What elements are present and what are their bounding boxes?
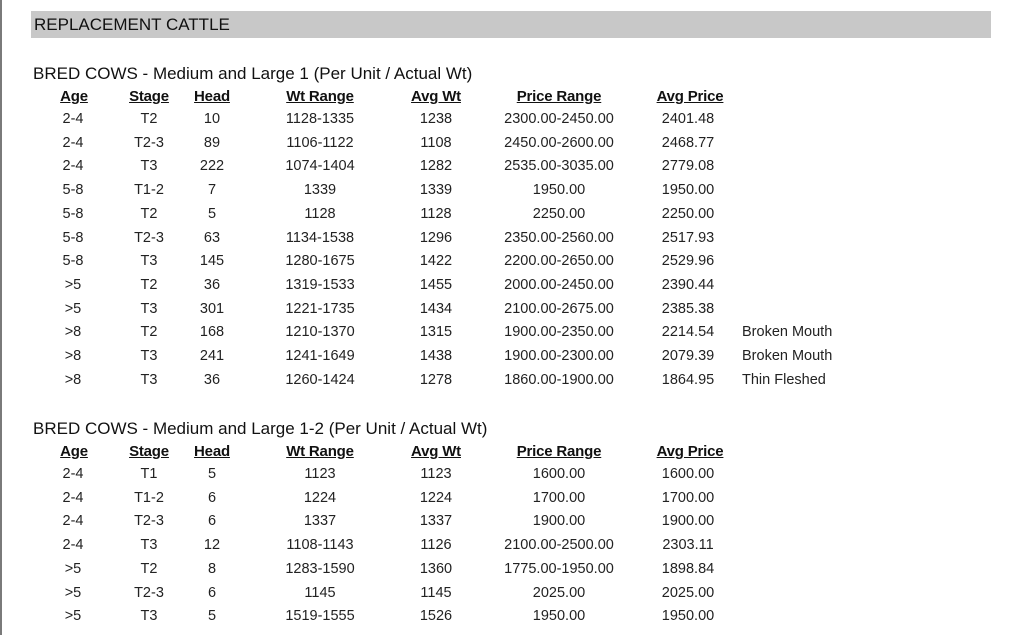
avg-wt-cell: 1123	[420, 466, 452, 482]
head-cell: 301	[199, 300, 225, 317]
avg-price-header: Avg Price	[656, 88, 724, 105]
note-cell: Thin Fleshed	[742, 371, 826, 388]
table-row	[0, 249, 1015, 273]
price-range-cell: 2100.00-2675.00	[504, 300, 614, 317]
price-range-cell: 2025.00	[532, 584, 586, 601]
stage-cell: T1-2	[134, 182, 164, 199]
age-header: Age	[60, 443, 88, 460]
age-cell: 2-4	[62, 489, 84, 506]
wt-range-cell: 1145	[304, 584, 336, 601]
table-row	[0, 107, 1015, 131]
table-header-row	[0, 440, 1015, 464]
note-cell: Broken Mouth	[742, 324, 833, 341]
wt-range-cell: 1260-1424	[285, 371, 355, 388]
table-row	[0, 154, 1015, 178]
age-cell: 2-4	[62, 158, 84, 175]
head-header: Head	[194, 88, 230, 105]
wt-range-cell: 1224	[303, 489, 337, 506]
stage-cell: T2	[140, 276, 158, 293]
table-row	[0, 320, 1015, 344]
age-header: Age	[60, 88, 88, 105]
wt-range-cell: 1128-1335	[285, 111, 355, 127]
age-cell: >5	[64, 560, 82, 577]
avg-wt-cell: 1438	[419, 348, 453, 364]
head-cell: 222	[199, 158, 225, 175]
avg-price-cell: 1700.00	[661, 489, 715, 506]
stage-cell: T3	[140, 300, 158, 317]
table-row	[0, 202, 1015, 226]
wt-range-cell: 1519-1555	[285, 608, 355, 625]
wt-range-cell: 1319-1533	[285, 276, 355, 293]
table-row	[0, 178, 1015, 202]
avg-price-cell: 2401.48	[661, 111, 715, 127]
avg-price-cell: 2517.93	[661, 229, 715, 246]
price-range-cell: 2350.00-2560.00	[504, 229, 614, 246]
avg-wt-cell: 1360	[419, 560, 453, 577]
avg-price-cell: 2250.00	[661, 205, 715, 222]
age-cell: >8	[64, 324, 82, 341]
avg-price-cell: 2214.54	[661, 324, 715, 341]
price-range-cell: 2300.00-2450.00	[504, 111, 614, 127]
head-cell: 5	[207, 608, 217, 625]
head-cell: 7	[207, 182, 217, 199]
wt-range-header: Wt Range	[286, 443, 354, 460]
wt-range-cell: 1210-1370	[285, 324, 355, 341]
avg-wt-cell: 1434	[419, 300, 453, 317]
stage-cell: T3	[140, 158, 158, 175]
head-cell: 10	[203, 111, 221, 127]
stage-cell: T2-3	[134, 513, 164, 530]
avg-wt-cell: 1224	[419, 489, 453, 506]
stage-header: Stage	[129, 88, 169, 105]
table-header-row	[0, 85, 1015, 109]
wt-range-cell: 1134-1538	[285, 229, 355, 246]
wt-range-header: Wt Range	[286, 88, 354, 105]
age-cell: >5	[64, 276, 82, 293]
age-cell: >5	[64, 608, 82, 625]
wt-range-cell: 1241-1649	[285, 348, 355, 364]
price-range-header: Price Range	[516, 443, 602, 460]
price-range-cell: 2535.00-3035.00	[504, 158, 614, 175]
age-cell: 2-4	[62, 466, 84, 482]
wt-range-cell: 1074-1404	[285, 158, 355, 175]
price-range-cell: 1950.00	[532, 182, 586, 199]
avg-price-cell: 2468.77	[661, 134, 715, 151]
table-row	[0, 344, 1015, 368]
avg-wt-cell: 1278	[419, 371, 453, 388]
price-range-cell: 1900.00-2300.00	[504, 348, 614, 364]
age-cell: 2-4	[62, 134, 84, 151]
age-cell: >8	[64, 371, 82, 388]
price-range-cell: 2200.00-2650.00	[504, 253, 614, 270]
wt-range-cell: 1337	[303, 513, 337, 530]
head-cell: 12	[203, 537, 221, 554]
price-range-cell: 1860.00-1900.00	[504, 371, 614, 388]
table-row	[0, 581, 1015, 605]
head-header: Head	[194, 443, 230, 460]
wt-range-cell: 1283-1590	[285, 560, 355, 577]
stage-cell: T2-3	[134, 229, 164, 246]
table-row	[0, 486, 1015, 510]
section-title: BRED COWS - Medium and Large 1-2 (Per Unit / Actual Wt)	[33, 419, 488, 438]
head-cell: 6	[207, 513, 217, 530]
age-cell: >8	[64, 348, 82, 364]
avg-price-cell: 1950.00	[661, 182, 715, 199]
section-banner: REPLACEMENT CATTLE	[31, 11, 991, 38]
head-cell: 145	[199, 253, 225, 270]
head-cell: 36	[203, 276, 221, 293]
table-row	[0, 557, 1015, 581]
price-range-cell: 2000.00-2450.00	[504, 276, 614, 293]
avg-wt-cell: 1526	[419, 608, 453, 625]
avg-wt-cell: 1339	[419, 182, 453, 199]
stage-cell: T2	[140, 205, 158, 222]
section-title: BRED COWS - Medium and Large 1 (Per Unit / Actual Wt)	[33, 64, 473, 83]
price-range-cell: 2100.00-2500.00	[504, 537, 614, 554]
wt-range-cell: 1123	[304, 466, 336, 482]
price-range-cell: 2250.00	[532, 205, 586, 222]
avg-wt-cell: 1108	[420, 134, 452, 151]
age-cell: 5-8	[62, 205, 84, 222]
avg-wt-cell: 1282	[419, 158, 453, 175]
table-row	[0, 273, 1015, 297]
avg-wt-cell: 1145	[420, 584, 452, 601]
price-range-cell: 1950.00	[532, 608, 586, 625]
note-cell: Broken Mouth	[742, 348, 833, 364]
wt-range-cell: 1128	[304, 205, 336, 222]
avg-price-cell: 2385.38	[661, 300, 715, 317]
age-cell: 5-8	[62, 182, 84, 199]
table-row	[0, 462, 1015, 486]
avg-wt-cell: 1337	[419, 513, 453, 530]
price-range-cell: 1900.00	[532, 513, 586, 530]
table-row	[0, 533, 1015, 557]
price-range-cell: 1775.00-1950.00	[504, 560, 614, 577]
table-row	[0, 368, 1015, 392]
avg-price-cell: 1864.95	[661, 371, 715, 388]
table-row	[0, 604, 1015, 628]
stage-cell: T2-3	[134, 134, 164, 151]
head-cell: 8	[207, 560, 217, 577]
avg-price-cell: 1600.00	[661, 466, 715, 482]
stage-cell: T1-2	[134, 489, 164, 506]
stage-cell: T3	[140, 253, 158, 270]
stage-cell: T2	[140, 324, 158, 341]
avg-wt-header: Avg Wt	[411, 88, 461, 105]
table-row	[0, 226, 1015, 250]
avg-wt-cell: 1238	[419, 111, 453, 127]
head-cell: 63	[203, 229, 221, 246]
avg-price-cell: 2303.11	[662, 537, 714, 554]
head-cell: 89	[203, 134, 221, 151]
avg-price-cell: 2779.08	[661, 158, 715, 175]
stage-cell: T3	[140, 371, 158, 388]
age-cell: 2-4	[62, 537, 84, 554]
price-range-cell: 1700.00	[532, 489, 586, 506]
avg-price-cell: 2025.00	[661, 584, 715, 601]
age-cell: 2-4	[62, 513, 84, 530]
avg-wt-cell: 1422	[419, 253, 453, 270]
avg-price-cell: 1898.84	[661, 560, 715, 577]
age-cell: >5	[64, 584, 82, 601]
avg-wt-header: Avg Wt	[411, 443, 461, 460]
head-cell: 168	[199, 324, 225, 341]
age-cell: 5-8	[62, 253, 84, 270]
head-cell: 241	[199, 348, 225, 364]
age-cell: 2-4	[62, 111, 84, 127]
avg-price-cell: 2529.96	[661, 253, 715, 270]
avg-price-cell: 2390.44	[661, 276, 715, 293]
age-cell: 5-8	[62, 229, 84, 246]
avg-price-header: Avg Price	[656, 443, 724, 460]
avg-wt-cell: 1455	[419, 276, 453, 293]
price-range-cell: 1600.00	[532, 466, 586, 482]
table-row	[0, 131, 1015, 155]
avg-price-cell: 1900.00	[661, 513, 715, 530]
stage-cell: T2	[140, 111, 158, 127]
head-cell: 6	[207, 584, 217, 601]
avg-price-cell: 2079.39	[661, 348, 715, 364]
stage-cell: T3	[140, 608, 158, 625]
price-range-cell: 2450.00-2600.00	[504, 134, 614, 151]
avg-wt-cell: 1315	[419, 324, 453, 341]
table-row	[0, 297, 1015, 321]
stage-cell: T3	[140, 537, 158, 554]
stage-cell: T2	[140, 560, 158, 577]
head-cell: 5	[207, 466, 217, 482]
head-cell: 5	[207, 205, 217, 222]
stage-cell: T2-3	[134, 584, 164, 601]
wt-range-cell: 1339	[303, 182, 337, 199]
stage-cell: T1	[140, 466, 158, 482]
avg-wt-cell: 1126	[420, 537, 452, 554]
wt-range-cell: 1221-1735	[285, 300, 355, 317]
avg-wt-cell: 1128	[420, 205, 452, 222]
wt-range-cell: 1280-1675	[285, 253, 355, 270]
stage-cell: T3	[140, 348, 158, 364]
head-cell: 36	[203, 371, 221, 388]
age-cell: >5	[64, 300, 82, 317]
price-range-header: Price Range	[516, 88, 602, 105]
head-cell: 6	[207, 489, 217, 506]
price-range-cell: 1900.00-2350.00	[504, 324, 614, 341]
table-row	[0, 509, 1015, 533]
wt-range-cell: 1106-1122	[286, 134, 354, 151]
stage-header: Stage	[129, 443, 169, 460]
avg-price-cell: 1950.00	[661, 608, 715, 625]
wt-range-cell: 1108-1143	[286, 537, 354, 554]
avg-wt-cell: 1296	[419, 229, 453, 246]
